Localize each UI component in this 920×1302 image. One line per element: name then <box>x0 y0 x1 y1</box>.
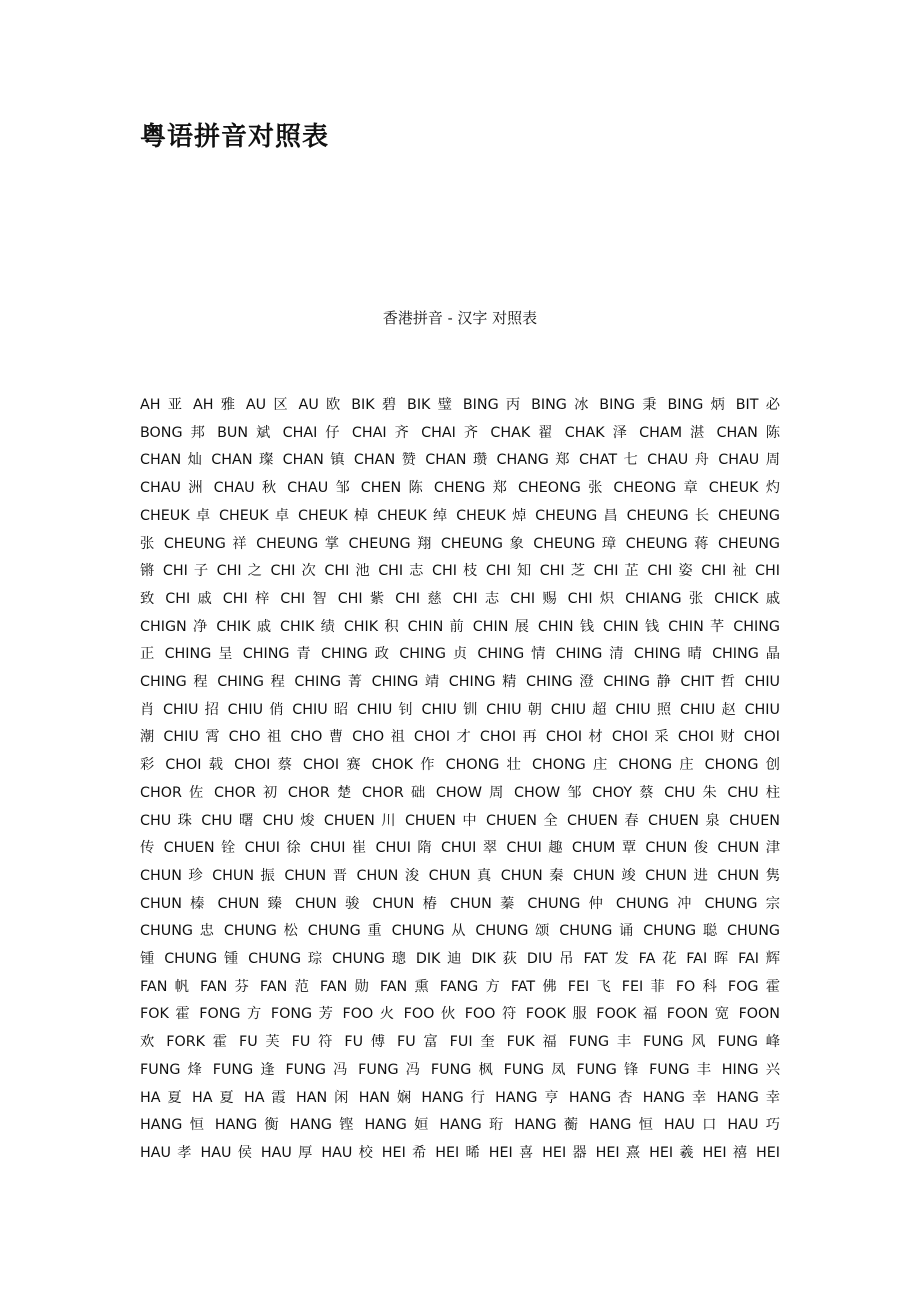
text-line: HA 夏 HA 夏 HA 霞 HAN 闲 HAN 娴 HANG 行 HANG 亨 HANG 杏 HANG 幸 HANG 幸 <box>140 1089 780 1106</box>
text-line: 锵 CHI 子 CHI 之 CHI 次 CHI 池 CHI 志 CHI 枝 CHI 知 CHI 芝 CHI 芷 CHI 姿 CHI 祉 CHI <box>140 563 780 580</box>
pinyin-table-body <box>140 392 780 1168</box>
text-line: FOK 霍 FONG 方 FONG 芳 FOO 火 FOO 伙 FOO 符 FOOK 服 FOOK 福 FOON 宽 FOON <box>140 1006 780 1023</box>
text-line: 致 CHI 戚 CHI 梓 CHI 智 CHI 紫 CHI 慈 CHI 志 CHI 赐 CHI 炽 CHIANG 张 CHICK 戚 <box>140 590 780 607</box>
text-line: CHUN 榛 CHUN 臻 CHUN 骏 CHUN 椿 CHUN 蓁 CHUNG 仲 CHUNG 冲 CHUNG 宗 <box>140 895 780 912</box>
text-line: AH 亚 AH 雅 AU 区 AU 欧 BIK 碧 BIK 璧 BING 丙 BING 冰 BING 秉 BING 炳 BIT 必 <box>140 397 780 413</box>
text-line: 正 CHING 呈 CHING 青 CHING 政 CHING 贞 CHING 情 CHING 清 CHING 晴 CHING 晶 <box>140 646 780 663</box>
text-line: CHAN 灿 CHAN 璨 CHAN 镇 CHAN 赞 CHAN 瓒 CHANG 郑 CHAT 七 CHAU 舟 CHAU 周 <box>140 452 780 469</box>
table-subtitle: 香港拼音 - 汉字 对照表 <box>382 309 538 327</box>
text-line: 彩 CHOI 载 CHOI 蔡 CHOI 赛 CHOK 作 CHONG 壮 CHONG 庄 CHONG 庄 CHONG 创 <box>140 757 780 774</box>
text-line: CHEUK 卓 CHEUK 卓 CHEUK 棹 CHEUK 绰 CHEUK 焯 CHEUNG 昌 CHEUNG 长 CHEUNG <box>140 507 780 524</box>
text-line: CHUNG 忠 CHUNG 松 CHUNG 重 CHUNG 从 CHUNG 颂 CHUNG 诵 CHUNG 聪 CHUNG <box>140 923 780 940</box>
page-title: 粤语拼音对照表 <box>140 122 330 152</box>
text-line: BONG 邦 BUN 斌 CHAI 仔 CHAI 齐 CHAI 齐 CHAK 翟 CHAK 泽 CHAM 湛 CHAN 陈 <box>140 424 780 441</box>
text-line: CHAU 洲 CHAU 秋 CHAU 邹 CHEN 陈 CHENG 郑 CHEONG 张 CHEONG 章 CHEUK 灼 <box>140 480 780 497</box>
text-line: CHUN 珍 CHUN 振 CHUN 晋 CHUN 浚 CHUN 真 CHUN 秦 CHUN 竣 CHUN 进 CHUN 隽 <box>140 867 780 884</box>
text-line: HAU 孝 HAU 侯 HAU 厚 HAU 校 HEI 希 HEI 晞 HEI 喜 HEI 器 HEI 熹 HEI 羲 HEI 禧 HEI <box>140 1144 780 1161</box>
text-line: 传 CHUEN 铨 CHUI 徐 CHUI 崔 CHUI 隋 CHUI 翠 CHUI 趣 CHUM 覃 CHUN 俊 CHUN 津 <box>140 840 780 857</box>
text-line: 锺 CHUNG 锺 CHUNG 琮 CHUNG 璁 DIK 迪 DIK 荻 DIU 吊 FAT 发 FA 花 FAI 晖 FAI 辉 <box>140 951 780 968</box>
text-line: HANG 恒 HANG 衡 HANG 铿 HANG 姮 HANG 珩 HANG 蘅 HANG 恒 HAU 口 HAU 巧 <box>140 1117 780 1134</box>
text-line: 张 CHEUNG 祥 CHEUNG 掌 CHEUNG 翔 CHEUNG 象 CHEUNG 璋 CHEUNG 蒋 CHEUNG <box>140 535 780 552</box>
text-line: 欢 FORK 霍 FU 芙 FU 符 FU 傅 FU 富 FUI 奎 FUK 福 FUNG 丰 FUNG 风 FUNG 峰 <box>140 1034 780 1051</box>
text-line: CHU 珠 CHU 曙 CHU 焌 CHUEN 川 CHUEN 中 CHUEN 全 CHUEN 春 CHUEN 泉 CHUEN <box>140 812 780 829</box>
text-line: FAN 帆 FAN 芬 FAN 范 FAN 勋 FAN 熏 FANG 方 FAT 佛 FEI 飞 FEI 菲 FO 科 FOG 霍 <box>140 978 780 995</box>
text-line: 潮 CHIU 霄 CHO 祖 CHO 曹 CHO 祖 CHOI 才 CHOI 再 CHOI 材 CHOI 采 CHOI 财 CHOI <box>140 729 780 746</box>
text-line: FUNG 烽 FUNG 逢 FUNG 冯 FUNG 冯 FUNG 枫 FUNG 凤 FUNG 锋 FUNG 丰 HING 兴 <box>140 1061 780 1078</box>
text-line: CHIGN 净 CHIK 戚 CHIK 绩 CHIK 积 CHIN 前 CHIN 展 CHIN 钱 CHIN 钱 CHIN 芊 CHING <box>140 618 780 635</box>
text-line: 肖 CHIU 招 CHIU 俏 CHIU 昭 CHIU 钊 CHIU 钏 CHIU 朝 CHIU 超 CHIU 照 CHIU 赵 CHIU <box>140 701 780 718</box>
text-line: CHING 程 CHING 程 CHING 菁 CHING 靖 CHING 精 CHING 澄 CHING 静 CHIT 哲 CHIU <box>140 674 780 691</box>
text-line: CHOR 佐 CHOR 初 CHOR 楚 CHOR 础 CHOW 周 CHOW 邹 CHOY 蔡 CHU 朱 CHU 柱 <box>140 784 780 801</box>
